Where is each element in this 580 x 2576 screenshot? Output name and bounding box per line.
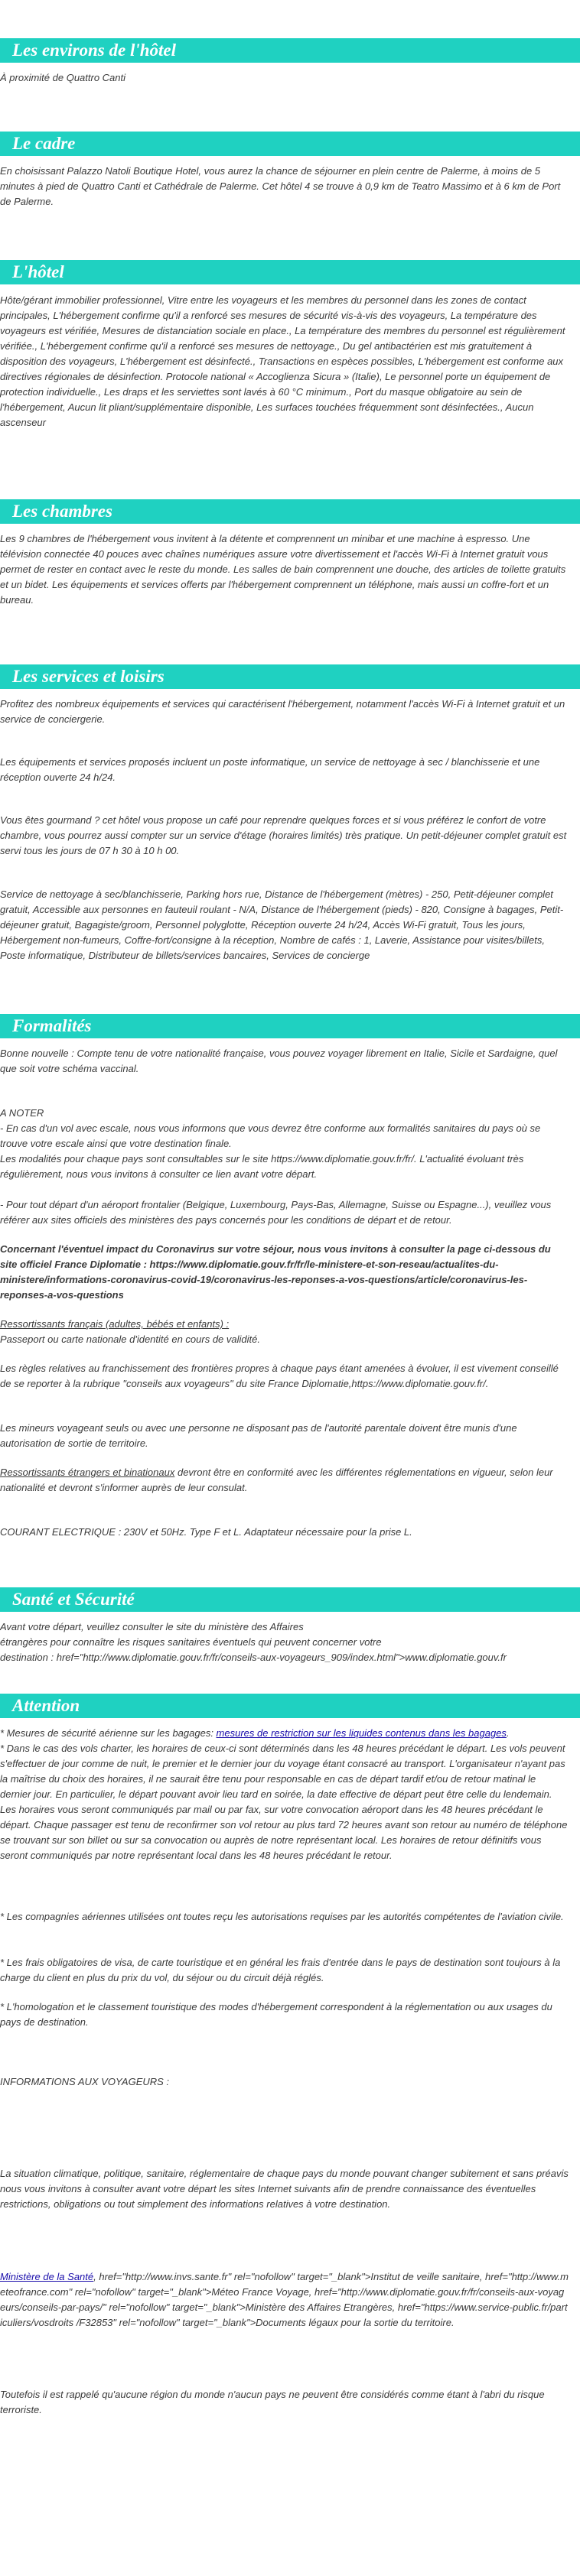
services-paragraph-3: Vous êtes gourmand ? cet hôtel vous propose un café pour reprendre quelques forces et si vous préférez le confort de votre chambre, vous pourrez aussi compter sur un service d'étage (horaires limités) très pratique. Un petit-déjeuner complet gratuit est servi tous les jours de 07 h 30 à 10 h 00.	[0, 814, 567, 856]
attention-terror: Toutefois il est rappelé qu'aucune région du monde n'aucun pays ne peuvent être considérés comme étant à l'abri du risque terroriste.	[0, 2389, 545, 2415]
section-title: L'hôtel	[12, 262, 64, 281]
section-title: Les services et loisirs	[12, 667, 165, 686]
formalites-electric: COURANT ELECTRIQUE : 230V et 50Hz. Type F et L. Adaptateur nécessaire pour la prise L.	[0, 1526, 412, 1538]
section-title: Formalités	[12, 1016, 92, 1035]
foreign-text: devront être en conformité avec les différentes réglementations en vigueur, selon leur nationalité et devront s'informer auprès de leur consulat.	[0, 1467, 553, 1493]
services-paragraph-1: Profitez des nombreux équipements et services qui caractérisent l'hébergement, notamment l'accès Wi-Fi à Internet gratuit et un service de conciergerie.	[0, 698, 565, 725]
sante-line-3: destination : href="http://www.diplomatie.gouv.fr/fr/conseils-aux-voyageurs_909/index.html">www.diplomatie.gouv.fr	[0, 1652, 507, 1663]
ministry-health-link[interactable]: Ministère de la Santé	[0, 2271, 94, 2282]
baggage-prefix: * Mesures de sécurité aérienne sur les bagages:	[0, 1727, 217, 1739]
section-header-formalites	[0, 1014, 580, 1038]
section-title: Les environs de l'hôtel	[12, 41, 177, 60]
section-header-services	[0, 664, 580, 689]
attention-fees: * Les frais obligatoires de visa, de carte touristique et en général les frais d'entrée dans le pays de destination sont toujours à la charge du client en plus du prix du vol, du séjour ou du circuit déjà réglés.	[0, 1957, 561, 1983]
foreign-title: Ressortissants étrangers et binationaux	[0, 1467, 175, 1478]
formalites-fr-title: Ressortissants français (adultes, bébés et enfants) :	[0, 1318, 230, 1330]
liquids-restriction-link[interactable]: mesures de restriction sur les liquides contenus dans les bagages	[216, 1727, 507, 1739]
formalites-intro: Bonne nouvelle : Compte tenu de votre nationalité française, vous pouvez voyager librement en Italie, Sicile et Sardaigne, quel que soit votre schéma vaccinal.	[0, 1048, 558, 1074]
section-title: Les chambres	[12, 502, 112, 521]
formalites-foreign	[0, 1465, 569, 1496]
section-header-hotel	[0, 260, 580, 284]
section-header-attention	[0, 1694, 580, 1718]
formalites-note-title: A NOTER	[0, 1107, 44, 1119]
section-header-sante	[0, 1587, 580, 1612]
sante-text	[0, 1619, 580, 1665]
formalites-note-1: - En cas d'un vol avec escale, nous vous informons que vous devrez être conforme aux formalités sanitaires du pays où se trouve votre escale ainsi que votre destination finale.	[0, 1122, 541, 1149]
attention-links	[0, 2269, 569, 2331]
section-title: Le cadre	[12, 134, 76, 153]
services-paragraph-2: Les équipements et services proposés incluent un poste informatique, un service de nettoyage à sec / blanchisserie et une réception ouverte 24 h/24.	[0, 756, 540, 783]
formalites-fr-text: Passeport ou carte nationale d'identité en cours de validité.	[0, 1333, 260, 1345]
formalites-note-2: Les modalités pour chaque pays sont consultables sur le site https://www.diplomatie.gouv.fr/fr/. L'actualité évoluant très régulièrement, nous vous invitons à consulter ce lien avant votre départ.	[0, 1153, 524, 1180]
hotel-text: Hôte/gérant immobilier professionnel, Vitre entre les voyageurs et les membres du personnel dans les zones de contact principales, L'hébergement confirme qu'il a renforcé ses mesures de sécurité vis-à-vis des voyageurs, La température des voyageurs est vérifiée, Mesures de distanciation sociale en place., La température des membres du personnel est régulièrement vérifiée., L'hébergement confirme qu'il a renforcé ses mesures de nettoyage., Du gel antibactérien est mis gratuitement à disposition des voyageurs, L'hébergement est désinfecté., Transactions en espèces possibles, L'hébergement est conforme aux directives régionales de désinfection. Protocole national « Accoglienza Sicura » (Italie), Le personnel porte un équipement de protection individuelle., Les draps et les serviettes sont lavés à 60 °C minimum., Port du masque obligatoire au sein de l'hébergement, Aucun lit pliant/supplémentaire disponible, Les surfaces touchées fréquemment sont désinfectées., Aucun ascenseur	[0, 294, 565, 428]
attention-info-title: INFORMATIONS AUX VOYAGEURS :	[0, 2076, 170, 2087]
formalites-minors: Les mineurs voyageant seuls ou avec une personne ne disposant pas de l'autorité parentale doivent être munis d'une autorisation de sortie de territoire.	[0, 1422, 517, 1449]
section-header-environs	[0, 38, 580, 63]
attention-schedule: * Dans le cas des vols charter, les horaires de ceux-ci sont déterminés dans les 48 heures précédant le départ. Les vols peuvent s'effectuer de jour comme de nuit, le premier et le dernier jour du voyage étant consacré au transport. L'organisateur n'ayant pas la maîtrise du choix des horaires, il ne saurait être tenu pour responsable en cas de départ tardif et/ou de retour matinal le dernier jour. En particulier, le départ pouvant avoir lieu tard en soirée, la date effective de départ peut être celle du lendemain. Les horaires vous seront communiqués par mail ou par fax, sur votre convocation aéroport dans les 48 heures précédant le départ. Chaque passager est tenu de reconfirmer son vol retour au plus tard 72 heures avant son retour au numéro de téléphone se trouvant sur son billet ou sur sa convocation ou auprès de notre représentant local. Les horaires de retour définitifs vous seront communiqués par notre représentant local dans les 48 heures précédant le retour.	[0, 1743, 568, 1861]
ministry-links-text: , href="http://www.invs.sante.fr" rel="nofollow" target="_blank">Institut de veille sanitaire, href="http://www.meteofrance.com" rel="nofollow" target="_blank">Méteo France Voyage, href="http://www.diplomatie.gouv.fr/fr/conseils-aux-voyageurs/conseils-par-pays/" rel="nofollow" target="_blank">Ministère des Affaires Etrangères, href="https://www.service-public.fr/particuliers/vosdroits /F32853" rel="nofollow" target="_blank">Documents légaux pour la sortie du territoire.	[0, 2271, 569, 2328]
services-paragraph-4: Service de nettoyage à sec/blanchisserie, Parking hors rue, Distance de l'hébergement (mètres) - 250, Petit-déjeuner complet gratuit, Accessible aux personnes en fauteuil roulant - N/A, Distance de l'hébergement (pieds) - 820, Consigne à bagages, Petit-déjeuner gratuit, Bagagiste/groom, Personnel polyglotte, Réception ouverte 24 h/24, Accès Wi-Fi gratuit, Tous les jours, Hébergement non-fumeurs, Coffre-fort/consigne à la réception, Nombre de cafés : 1, Laverie, Assistance pour visites/billets, Poste informatique, Distributeur de billets/services bancaires, Services de concierge	[0, 888, 564, 961]
section-title: Attention	[12, 1696, 80, 1715]
section-title: Santé et Sécurité	[12, 1590, 135, 1609]
formalites-covid: Concernant l'éventuel impact du Coronavirus sur votre séjour, nous vous invitons à consulter la page ci-dessous du site officiel France Diplomatie : https://www.diplomatie.gouv.fr/fr/le-ministere-et-son-reseau/actualites-du-ministere/informations-coronavirus-covid-19/coronavirus-les-reponses-a-vos-questions/article/coronavirus-les-reponses-a-vos-questions	[0, 1243, 551, 1301]
section-header-cadre	[0, 132, 580, 156]
environs-text: À proximité de Quattro Canti	[0, 72, 126, 83]
formalites-rules: Les règles relatives au franchissement des frontières propres à chaque pays étant amenées à évoluer, il est vivement conseillé de se reporter à la rubrique "conseils aux voyageurs" du site France Diplomatie,https://www.diplomatie.gouv.fr/.	[0, 1363, 559, 1389]
cadre-text: En choisissant Palazzo Natoli Boutique Hotel, vous aurez la chance de séjourner en plein centre de Palerme, à moins de 5 minutes à pied de Quattro Canti et Cathédrale de Palerme. Cet hôtel 4 se trouve à 0,9 km de Teatro Massimo et à 6 km de Port de Palerme.	[0, 165, 561, 207]
sante-line-2: étrangères pour connaître les risques sanitaires éventuels qui peuvent concerner votre	[0, 1636, 382, 1648]
chambres-text: Les 9 chambres de l'hébergement vous invitent à la détente et comprennent un minibar et une machine à espresso. Une télévision connectée 40 pouces avec chaînes numériques assure votre divertissement et l'accès Wi-Fi à Internet gratuit vous permet de rester en contact avec le reste du monde. Les salles de bain comprennent une douche, des articles de toilette gratuits et un bidet. Les équipements et services offerts par l'hébergement comprennent un téléphone, mais aussi un coffre-fort et un bureau.	[0, 533, 566, 606]
section-header-chambres	[0, 499, 580, 524]
sante-line-1: Avant votre départ, veuillez consulter le site du ministère des Affaires	[0, 1621, 304, 1632]
attention-baggage	[0, 1726, 569, 1741]
formalites-note-3: - Pour tout départ d'un aéroport frontalier (Belgique, Luxembourg, Pays-Bas, Allemagne, Suisse ou Espagne...), veuillez vous référer aux sites officiels des ministères des pays concernés pour les conditions de départ et de retour.	[0, 1199, 552, 1226]
attention-situation: La situation climatique, politique, sanitaire, réglementaire de chaque pays du monde pouvant changer subitement et sans préavis nous vous invitons à consulter avant votre départ les sites Internet suivants afin de prendre connaissance des éventuelles restrictions, obligations ou tout simplement des informations relatives à votre destination.	[0, 2168, 569, 2210]
attention-airlines: * Les compagnies aériennes utilisées ont toutes reçu les autorisations requises par les autorités compétentes de l'aviation civile.	[0, 1911, 564, 1922]
attention-classification: * L'homologation et le classement touristique des modes d'hébergement correspondent à la réglementation ou aux usages du pays de destination.	[0, 2001, 552, 2028]
baggage-suffix: .	[506, 1727, 510, 1739]
